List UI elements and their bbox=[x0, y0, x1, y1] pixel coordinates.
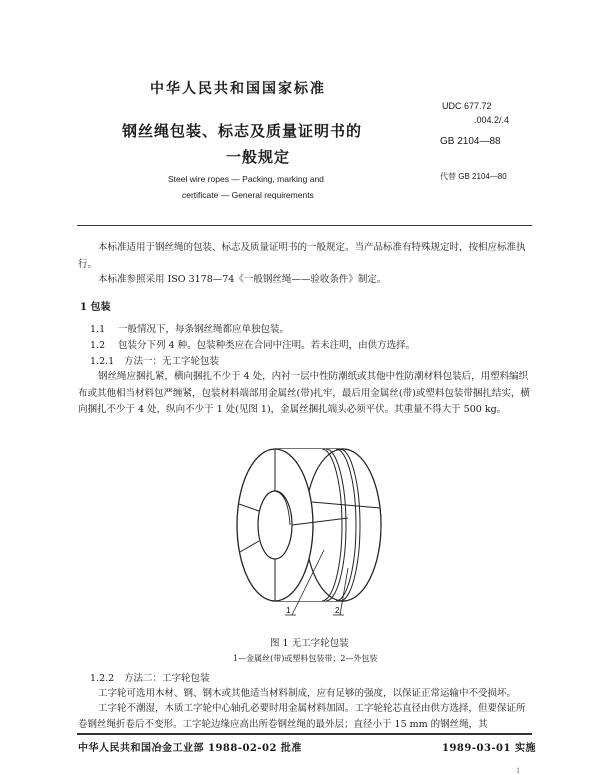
clause-text: 方法一：无工字轮包装 bbox=[124, 356, 220, 367]
page-number: 1 bbox=[516, 767, 521, 775]
section-heading-packing: 1 包装 bbox=[80, 302, 111, 313]
figure-coil-package bbox=[230, 440, 390, 630]
figure-legend: 1—金属丝(带)或塑料包装带；2—外包装 bbox=[233, 654, 378, 663]
footer-divider bbox=[77, 733, 532, 735]
reference-paragraph: 本标准参照采用 ISO 3178—74《一般钢丝绳——验收条件》制定。 bbox=[98, 274, 387, 285]
figure-label-2: 2 bbox=[335, 606, 340, 615]
clause-number: 1.2.2 bbox=[90, 673, 115, 684]
intro-paragraph: 本标准适用于钢丝绳的包装、标志及质量证明书的一般规定。当产品标准有特殊规定时，按相应标准执行。 bbox=[78, 242, 526, 270]
clause-number: 1.1 bbox=[90, 324, 106, 335]
figure-label-1: 1 bbox=[286, 606, 291, 615]
coil-center-hole bbox=[258, 491, 292, 559]
header-divider bbox=[77, 225, 532, 226]
clause-number: 1.2.1 bbox=[90, 356, 115, 367]
gb-number: GB 2104—88 bbox=[440, 136, 501, 147]
coil-drawing bbox=[230, 440, 390, 630]
clause-text: 方法二：工字轮包装 bbox=[124, 673, 210, 684]
udc-code-line1: UDC 677.72 bbox=[442, 101, 492, 111]
clause-1-2-2 bbox=[90, 670, 210, 684]
clause-1-2-1 bbox=[90, 353, 219, 367]
method-two-paragraph-2: 工字轮不潮湿，木质工字轮中心轴孔必要时用金属材料加固。工字轮轮芯直径由供方选择，但要保证所卷钢丝绳折卷后不变形。工字轮边缘应高出所卷钢丝绳的最外层；直径小于 15 mm 的钢丝绳，其 bbox=[78, 703, 526, 730]
english-title-line2: certificate — General requirements bbox=[182, 190, 314, 200]
clause-1-1 bbox=[90, 321, 289, 335]
clause-number: 1.2 bbox=[90, 340, 106, 351]
english-title-line1: Steel wire ropes — Packing, marking and bbox=[168, 174, 324, 184]
document-title-line2: 一般规定 bbox=[226, 148, 291, 166]
replaces-standard: 代替 GB 2104—80 bbox=[440, 172, 507, 181]
effective-date: 1989-03-01 实施 bbox=[442, 743, 536, 754]
method-two-paragraph-1: 工字轮可选用木材、钢、钢木或其他适当材料制成，应有足够的强度，以保证正常运输中不受损坏。 bbox=[98, 688, 517, 699]
document-title-line1: 钢丝绳包装、标志及质量证明书的 bbox=[122, 122, 363, 140]
udc-code-line2: .004.2/.4 bbox=[474, 115, 510, 125]
clause-1-2 bbox=[90, 337, 415, 351]
clause-text: 包装分下列 4 种。包装种类应在合同中注明。若未注明，由供方选择。 bbox=[118, 340, 416, 351]
clause-text: 一般情况下，每条钢丝绳都应单独包装。 bbox=[118, 324, 290, 335]
approval-line: 中华人民共和国冶金工业部 1988-02-02 批准 bbox=[78, 743, 302, 754]
standard-type-header: 中华人民共和国国家标准 bbox=[150, 81, 326, 97]
figure-caption: 图 1 无工字轮包装 bbox=[270, 638, 349, 649]
method-one-paragraph: 钢丝绳应捆扎紧，横向捆扎不少于 4 处，内衬一层中性防潮纸或其他中性防潮材料包装后，用塑料编织布或其他相当材料包严缠紧，包装材料端部用金属丝(带)扎牢，最后用金属丝(带)或塑料包装带捆扎结实，横向捆扎不少于 4 处，纵向不少于 1 处(见图 1)，金属丝捆扎端头必须平伏。其重量不得大于 500 kg。 bbox=[78, 371, 530, 415]
